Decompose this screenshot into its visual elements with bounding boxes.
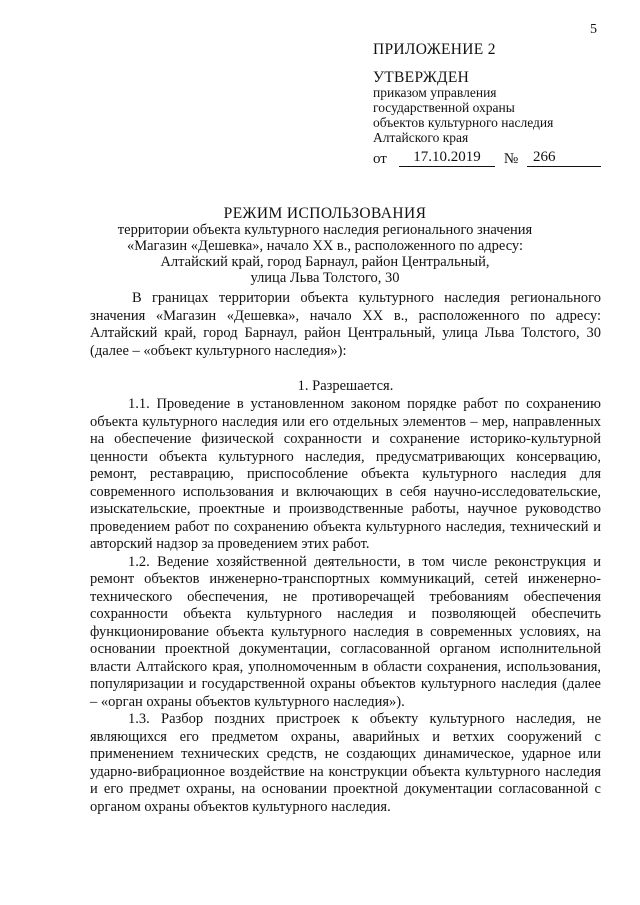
subtitle-line: «Магазин «Дешевка», начало XX в., расположенного по адресу:	[126, 238, 524, 254]
section-title: 1. Разрешается.	[297, 378, 394, 394]
order-number: 266	[527, 150, 601, 167]
item-paragraph: 1.2. Ведение хозяйственной деятельности, в том числе реконструкция и ремонт объектов инженерно-транспортных коммуникаций, сетей инженерно-технического обеспечения, не противоречащей требованиям обеспечения сохранности объекта культурного наследия и позволяющей обеспечить функционирование объекта культурного наследия в современных условиях, на основании проектной документации, согласованной органом исполнительной власти Алтайского края, уполномоченным в области сохранения, использования, популяризации и государственной охраны объектов культурного наследия (далее – «орган охраны объектов культурного наследия»).	[90, 553, 601, 710]
from-label: от	[373, 151, 387, 167]
document-subtitle	[90, 222, 560, 286]
document-title: РЕЖИМ ИСПОЛЬЗОВАНИЯ	[223, 205, 427, 222]
order-date: 17.10.2019	[399, 150, 495, 167]
appendix-label: ПРИЛОЖЕНИЕ 2	[373, 41, 496, 58]
item-paragraph: 1.1. Проведение в установленном законом порядке работ по сохранению объекта культурного наследия или его отдельных элементов – мер, направленных на обеспечение физической сохранности и сохранение историко-культурной ценности объекта культурного наследия, предусматривающих консервацию, ремонт, реставрацию, приспособление объекта культурного наследия для современного использования и включающих в себя научно-исследовательские, изыскательские, проектные и производственные работы, научное руководство проведением работ по сохранению объекта культурного наследия, технический и авторский надзор за проведением этих работ.	[90, 396, 601, 552]
approval-line-4: Алтайского края	[373, 130, 469, 145]
page-number: 5	[590, 22, 597, 37]
order-row	[373, 150, 613, 167]
number-label: №	[503, 151, 519, 167]
approval-line-3: объектов культурного наследия	[373, 115, 554, 130]
subtitle-line: территории объекта культурного наследия регионального значения	[117, 222, 533, 238]
approval-block	[373, 42, 613, 167]
subtitle-line: улица Льва Толстого, 30	[250, 270, 400, 286]
item-paragraph: 1.3. Разбор поздних пристроек к объекту культурного наследия, не являющихся его предметом охраны, аварийных и ветхих сооружений с применением технических средств, не создающих динамическое, ударное или ударно-вибрационное воздействие на конструкции объекта культурного наследия и его предмет охраны, на основании проектной документации согласованной с органом охраны объектов культурного наследия.	[90, 711, 601, 815]
subtitle-line: Алтайский край, город Барнаул, район Центральный,	[160, 254, 490, 270]
section-items	[90, 396, 601, 816]
approval-line-1: приказом управления	[373, 85, 497, 100]
intro-paragraph: В границах территории объекта культурного наследия регионального значения «Магазин «Дешевка», начало XX в., расположенного по адресу: Алтайский край, город Барнаул, район Центральный, улица Льва Толстого, 30 (далее – «объект культурного наследия»):	[90, 290, 601, 359]
approval-line-2: государственной охраны	[373, 100, 515, 115]
approved-label: УТВЕРЖДЕН	[373, 69, 470, 86]
intro-block	[90, 290, 601, 360]
